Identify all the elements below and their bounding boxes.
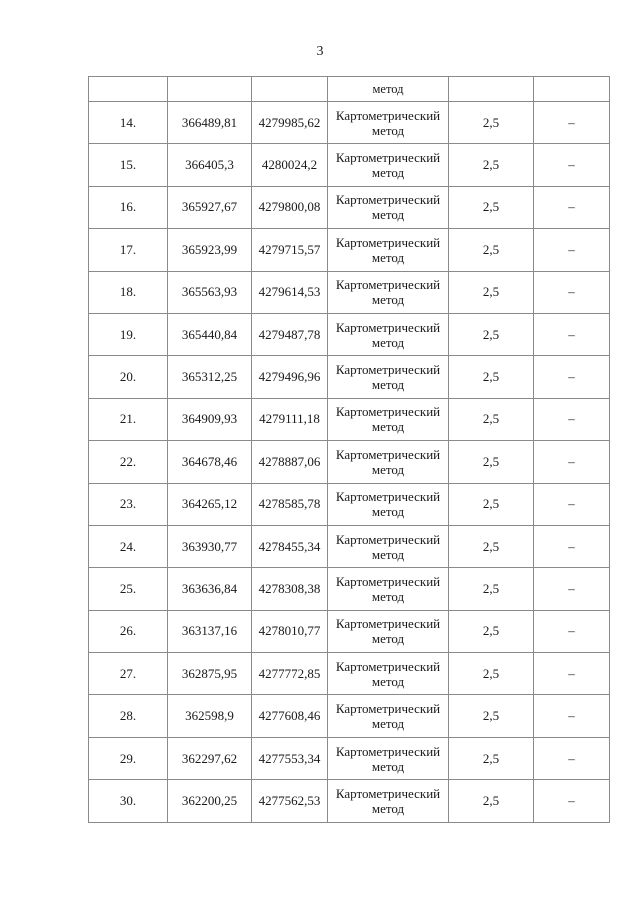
- cell-x: 365923,99: [168, 229, 252, 271]
- cell-y: 4277553,34: [252, 737, 328, 779]
- table-row: [89, 271, 610, 313]
- cell-x: 363930,77: [168, 525, 252, 567]
- cell-method: [328, 653, 449, 695]
- cell-x: 365563,93: [168, 271, 252, 313]
- cell-x: 363636,84: [168, 568, 252, 610]
- cell-x: 362875,95: [168, 653, 252, 695]
- table-row: [89, 653, 610, 695]
- method-line-1: Картометрический: [335, 743, 441, 759]
- method-line-2: метод: [371, 122, 405, 138]
- cell-number: 30.: [89, 780, 168, 822]
- cell-y: 4280024,2: [252, 144, 328, 186]
- cell-number: 15.: [89, 144, 168, 186]
- cell-method: [328, 610, 449, 652]
- cell-accuracy: 2,5: [449, 483, 534, 525]
- cell-number: 25.: [89, 568, 168, 610]
- cell-y: 4279496,96: [252, 356, 328, 398]
- method-line-1: Картометрический: [335, 150, 441, 166]
- table-row: [89, 780, 610, 822]
- cell-note: –: [534, 610, 610, 652]
- table-row: [89, 229, 610, 271]
- cell-number: 19.: [89, 313, 168, 355]
- cell-number: [89, 77, 168, 102]
- cell-y: 4277772,85: [252, 653, 328, 695]
- method-line-2: метод: [371, 800, 405, 816]
- cell-note: –: [534, 398, 610, 440]
- cell-accuracy: 2,5: [449, 356, 534, 398]
- cell-x: 364265,12: [168, 483, 252, 525]
- cell-number: 28.: [89, 695, 168, 737]
- method-line-1: Картометрический: [335, 192, 441, 208]
- cell-note: –: [534, 356, 610, 398]
- cell-method: [328, 483, 449, 525]
- method-line-2: метод: [371, 673, 405, 689]
- cell-x: 365440,84: [168, 313, 252, 355]
- table-row: [89, 737, 610, 779]
- table-row: [89, 102, 610, 144]
- cell-method: [328, 102, 449, 144]
- cell-y: 4277562,53: [252, 780, 328, 822]
- cell-accuracy: 2,5: [449, 737, 534, 779]
- method-line-2: метод: [371, 377, 405, 393]
- cell-x: 363137,16: [168, 610, 252, 652]
- cell-accuracy: 2,5: [449, 695, 534, 737]
- table-row: [89, 568, 610, 610]
- method-line-1: Картометрический: [335, 616, 441, 632]
- method-line-1: Картометрический: [335, 658, 441, 674]
- cell-note: –: [534, 737, 610, 779]
- cell-accuracy: 2,5: [449, 271, 534, 313]
- cell-note: –: [534, 229, 610, 271]
- cell-y: 4279715,57: [252, 229, 328, 271]
- cell-note: [534, 77, 610, 102]
- cell-number: 16.: [89, 186, 168, 228]
- cell-y: 4279111,18: [252, 398, 328, 440]
- cell-method: [328, 313, 449, 355]
- cell-number: 18.: [89, 271, 168, 313]
- method-line-1: Картометрический: [335, 531, 441, 547]
- cell-accuracy: [449, 77, 534, 102]
- cell-x: 365312,25: [168, 356, 252, 398]
- cell-accuracy: 2,5: [449, 186, 534, 228]
- method-line-1: Картометрический: [335, 362, 441, 378]
- cell-y: 4278887,06: [252, 441, 328, 483]
- method-line-2: метод: [371, 588, 405, 604]
- method-line-2: метод: [371, 716, 405, 732]
- cell-accuracy: 2,5: [449, 398, 534, 440]
- cell-note: –: [534, 695, 610, 737]
- method-line-2: метод: [371, 461, 405, 477]
- cell-number: 29.: [89, 737, 168, 779]
- cell-x: 366489,81: [168, 102, 252, 144]
- cell-x: [168, 77, 252, 102]
- cell-note: –: [534, 653, 610, 695]
- cell-note: –: [534, 144, 610, 186]
- method-line-2: метод: [371, 207, 405, 223]
- cell-x: 366405,3: [168, 144, 252, 186]
- method-line-1: Картометрический: [335, 573, 441, 589]
- cell-x: 364678,46: [168, 441, 252, 483]
- cell-number: 26.: [89, 610, 168, 652]
- method-line-2: метод: [371, 504, 405, 520]
- method-line-1: Картометрический: [335, 234, 441, 250]
- table-row: [89, 186, 610, 228]
- cell-number: 21.: [89, 398, 168, 440]
- cell-accuracy: 2,5: [449, 144, 534, 186]
- cell-y: 4279800,08: [252, 186, 328, 228]
- cell-number: 20.: [89, 356, 168, 398]
- method-line-1: Картометрический: [335, 404, 441, 420]
- cell-y: 4278308,38: [252, 568, 328, 610]
- method-line-2: метод: [371, 419, 405, 435]
- cell-note: –: [534, 313, 610, 355]
- cell-accuracy: 2,5: [449, 229, 534, 271]
- cell-method: [328, 271, 449, 313]
- table-row: [89, 610, 610, 652]
- cell-note: –: [534, 568, 610, 610]
- table-row: [89, 525, 610, 567]
- method-line-1: Картометрический: [335, 489, 441, 505]
- cell-number: 22.: [89, 441, 168, 483]
- cell-y: 4279487,78: [252, 313, 328, 355]
- cell-accuracy: 2,5: [449, 441, 534, 483]
- cell-accuracy: 2,5: [449, 313, 534, 355]
- method-line-1: Картометрический: [335, 277, 441, 293]
- table-row: [89, 398, 610, 440]
- cell-note: –: [534, 186, 610, 228]
- cell-x: 365927,67: [168, 186, 252, 228]
- cell-number: 17.: [89, 229, 168, 271]
- table-row: [89, 356, 610, 398]
- cell-method: [328, 441, 449, 483]
- cell-method: [328, 780, 449, 822]
- table-row: [89, 313, 610, 355]
- cell-number: 27.: [89, 653, 168, 695]
- method-line-1: Картометрический: [335, 319, 441, 335]
- cell-note: –: [534, 483, 610, 525]
- cell-x: 362297,62: [168, 737, 252, 779]
- cell-method: [328, 356, 449, 398]
- cell-note: –: [534, 271, 610, 313]
- cell-y: 4278455,34: [252, 525, 328, 567]
- table-row: [89, 483, 610, 525]
- method-line-1: Картометрический: [335, 701, 441, 717]
- cell-accuracy: 2,5: [449, 610, 534, 652]
- table-row-continued: [89, 77, 610, 102]
- cell-y: 4279985,62: [252, 102, 328, 144]
- method-line-2: метод: [371, 292, 405, 308]
- cell-y: 4278010,77: [252, 610, 328, 652]
- cell-y: 4279614,53: [252, 271, 328, 313]
- cell-method: метод: [328, 77, 449, 102]
- table-row: [89, 695, 610, 737]
- cell-y: 4277608,46: [252, 695, 328, 737]
- method-line-1: Картометрический: [335, 107, 441, 123]
- cell-accuracy: 2,5: [449, 525, 534, 567]
- cell-method: [328, 525, 449, 567]
- cell-method: [328, 144, 449, 186]
- cell-accuracy: 2,5: [449, 780, 534, 822]
- method-line-2: метод: [371, 249, 405, 265]
- cell-number: 23.: [89, 483, 168, 525]
- cell-number: 24.: [89, 525, 168, 567]
- table-body: [89, 77, 610, 823]
- method-line-2: метод: [371, 758, 405, 774]
- method-line-1: Картометрический: [335, 785, 441, 801]
- coordinates-table: [88, 76, 610, 823]
- cell-note: –: [534, 102, 610, 144]
- cell-note: –: [534, 525, 610, 567]
- cell-accuracy: 2,5: [449, 568, 534, 610]
- cell-method: [328, 186, 449, 228]
- method-line-1: Картометрический: [335, 446, 441, 462]
- cell-method: [328, 568, 449, 610]
- cell-note: –: [534, 780, 610, 822]
- page-number: 3: [316, 44, 324, 59]
- cell-x: 364909,93: [168, 398, 252, 440]
- cell-method: [328, 695, 449, 737]
- cell-method: [328, 229, 449, 271]
- cell-y: 4278585,78: [252, 483, 328, 525]
- cell-x: 362598,9: [168, 695, 252, 737]
- cell-accuracy: 2,5: [449, 653, 534, 695]
- cell-note: –: [534, 441, 610, 483]
- method-line-2: метод: [371, 165, 405, 181]
- method-line-2: метод: [371, 334, 405, 350]
- cell-method: [328, 398, 449, 440]
- table-row: [89, 144, 610, 186]
- cell-accuracy: 2,5: [449, 102, 534, 144]
- cell-y: [252, 77, 328, 102]
- method-line-2: метод: [371, 546, 405, 562]
- cell-method: [328, 737, 449, 779]
- method-line-2: метод: [371, 631, 405, 647]
- table-row: [89, 441, 610, 483]
- cell-number: 14.: [89, 102, 168, 144]
- cell-x: 362200,25: [168, 780, 252, 822]
